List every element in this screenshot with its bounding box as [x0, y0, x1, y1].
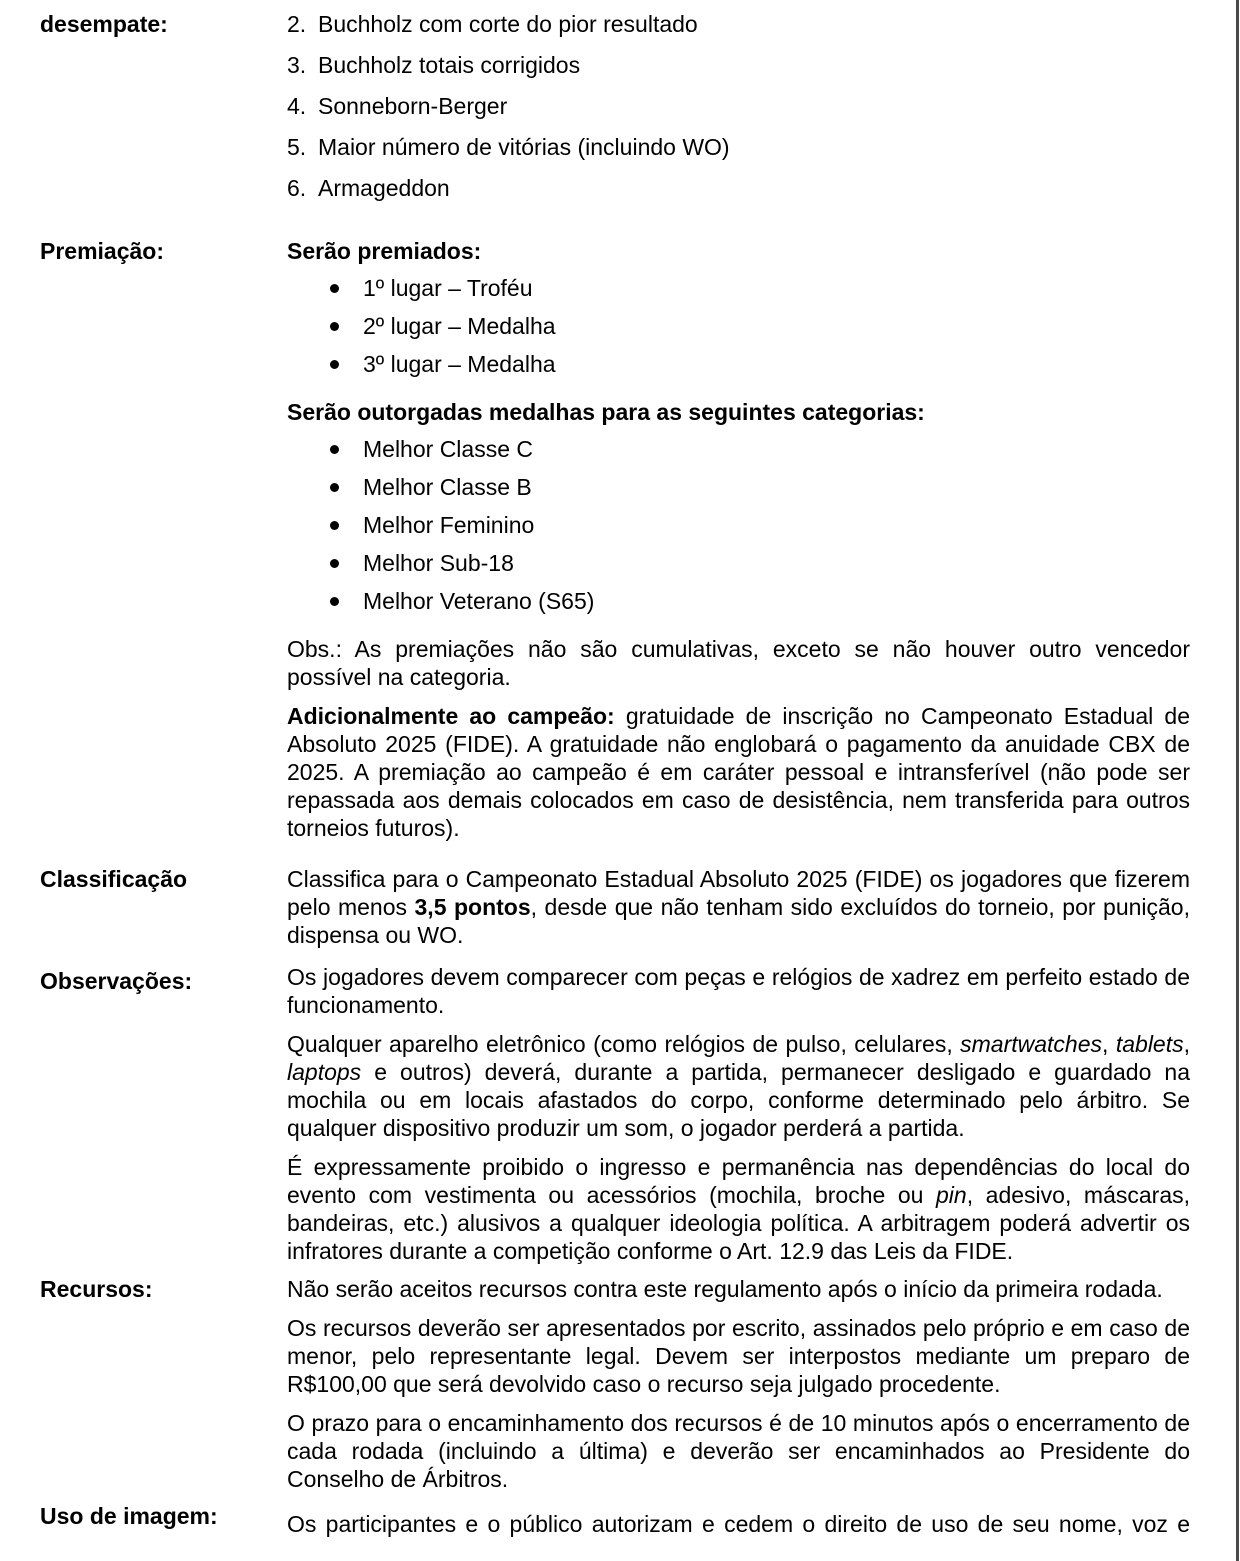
item-text: Sonneborn-Berger [318, 93, 508, 119]
bullet-text: Melhor Sub-18 [363, 550, 514, 576]
bullet-icon [330, 597, 339, 606]
paragraph [287, 702, 1190, 842]
section-row [0, 963, 1236, 1265]
bullet-text: Melhor Feminino [363, 512, 535, 538]
bullet-item [287, 435, 1190, 463]
section-row [0, 237, 1236, 842]
section-row [0, 1275, 1236, 1493]
section-label: Classificação [40, 866, 188, 892]
bullet-item [287, 549, 1190, 577]
content-cell [287, 237, 1190, 842]
text-run: gratuidade de inscrição no Campeonato Estadual de Absoluto 2025 (FIDE). A gratuidade não englobará o pagamento da anuidade CBX de 2025. A premiação ao campeão é em caráter pessoal e intransferível (não pode ser repassada aos demais colocados em caso de desistência, nem transferida para outros torneios futuros). [287, 703, 1190, 841]
sub-heading [287, 237, 1190, 265]
item-number: 3. [287, 52, 307, 78]
item-text: Armageddon [318, 175, 450, 201]
bullet-icon [330, 445, 339, 454]
bullet-text: Melhor Classe C [363, 436, 533, 462]
text-run: Os participantes e o público autorizam e cedem o direito de uso de seu nome, voz e [287, 1511, 1190, 1537]
numbered-item [287, 174, 1190, 202]
text-run: Não serão aceitos recursos contra este regulamento após o início da primeira rodada. [287, 1276, 1163, 1302]
text-run: É expressamente proibido o ingresso e permanência nas dependências do local do evento com vestimenta ou acessórios (mochila, broche ou [287, 1154, 1190, 1208]
section-label: Observações: [40, 968, 193, 994]
section-row [0, 10, 1236, 202]
section-label: Uso de imagem: [40, 1503, 218, 1529]
section-label: Premiação: [40, 238, 165, 264]
label-cell [0, 1275, 287, 1493]
item-text: Buchholz com corte do pior resultado [318, 11, 698, 37]
bullet-text: 2º lugar – Medalha [363, 313, 556, 339]
bullet-text: 3º lugar – Medalha [363, 351, 556, 377]
section-row [0, 865, 1236, 949]
text-run: , [1183, 1031, 1190, 1057]
item-text: Buchholz totais corrigidos [318, 52, 581, 78]
content-cell [287, 10, 1190, 202]
text-run: Adicionalmente ao campeão: [287, 703, 615, 729]
numbered-item [287, 10, 1190, 38]
bullet-list [287, 435, 1190, 615]
text-run: pin [936, 1182, 967, 1208]
bullet-item [287, 473, 1190, 501]
bullet-item [287, 350, 1190, 378]
text-run: , adesivo, máscaras, bandeiras, etc.) alusivos a qualquer ideologia política. A arbitragem poderá advertir os infratores durante a competição conforme o Art. 12.9 das Leis da FIDE. [287, 1182, 1190, 1264]
text-run: Os jogadores devem comparecer com peças e relógios de xadrez em perfeito estado de funcionamento. [287, 964, 1190, 1018]
text-run: Qualquer aparelho eletrônico (como relógios de pulso, celulares, [287, 1031, 961, 1057]
bullet-item [287, 274, 1190, 302]
content-cell [287, 963, 1190, 1265]
paragraph [287, 1314, 1190, 1398]
text-run: Obs.: As premiações não são cumulativas, exceto se não houver outro vencedor possível na categoria. [287, 636, 1190, 690]
content-cell [287, 1502, 1190, 1538]
bullet-icon [330, 559, 339, 568]
bullet-icon [330, 284, 339, 293]
bullet-item [287, 587, 1190, 615]
content-cell [287, 1275, 1190, 1493]
sub-heading-text: Serão premiados: [287, 238, 482, 264]
paragraph [287, 1409, 1190, 1493]
sub-heading [287, 398, 1190, 426]
bullet-list [287, 274, 1190, 378]
text-run: laptops [287, 1059, 362, 1085]
text-run: , [1102, 1031, 1116, 1057]
text-run: 3,5 pontos [414, 894, 531, 920]
bullet-icon [330, 322, 339, 331]
numbered-item [287, 92, 1190, 120]
item-number: 2. [287, 11, 307, 37]
bullet-item [287, 312, 1190, 340]
label-cell [0, 865, 287, 949]
text-run: smartwatches [960, 1031, 1103, 1057]
section-row [0, 1502, 1236, 1538]
text-run: O prazo para o encaminhamento dos recursos é de 10 minutos após o encerramento de cada rodada (incluindo a última) e deverão ser encaminhados ao Presidente do Conselho de Árbitros. [287, 1410, 1190, 1492]
text-run: e outros) deverá, durante a partida, permanecer desligado e guardado na mochila ou em locais afastados do corpo, conforme determinado pelo árbitro. Se qualquer dispositivo produzir um som, o jogador perderá a partida. [287, 1059, 1190, 1141]
label-cell [0, 963, 287, 1265]
paragraph [287, 1510, 1190, 1538]
bullet-text: Melhor Classe B [363, 474, 532, 500]
sub-heading-text: Serão outorgadas medalhas para as seguintes categorias: [287, 399, 925, 425]
bullet-text: Melhor Veterano (S65) [363, 588, 595, 614]
section-label: desempate: [40, 11, 168, 37]
bullet-icon [330, 360, 339, 369]
numbered-item [287, 133, 1190, 161]
bullet-icon [330, 483, 339, 492]
paragraph [287, 1030, 1190, 1142]
bullet-icon [330, 521, 339, 530]
label-cell [0, 1502, 287, 1538]
paragraph [287, 1275, 1190, 1303]
paragraph [287, 1153, 1190, 1265]
item-number: 5. [287, 134, 307, 160]
section-label: Recursos: [40, 1276, 153, 1302]
text-run: Classifica para o Campeonato Estadual Absoluto 2025 (FIDE) os jogadores que fizerem pelo menos [287, 866, 1190, 920]
numbered-item [287, 51, 1190, 79]
text-run: , desde que não tenham sido excluídos do torneio, por punição, dispensa ou WO. [287, 894, 1190, 948]
item-text: Maior número de vitórias (incluindo WO) [318, 134, 730, 160]
label-cell [0, 10, 287, 202]
paragraph [287, 635, 1190, 691]
item-number: 6. [287, 175, 307, 201]
text-run: Os recursos deverão ser apresentados por escrito, assinados pelo próprio e em caso de menor, pelo representante legal. Devem ser interpostos mediante um preparo de R$100,00 que será devolvido caso o recurso seja julgado procedente. [287, 1315, 1190, 1397]
text-run: tablets [1115, 1031, 1184, 1057]
content-cell [287, 865, 1190, 949]
bullet-text: 1º lugar – Troféu [363, 275, 533, 301]
bullet-item [287, 511, 1190, 539]
paragraph [287, 865, 1190, 949]
page-right-border [1236, 0, 1239, 1561]
label-cell [0, 237, 287, 842]
item-number: 4. [287, 93, 307, 119]
paragraph [287, 963, 1190, 1019]
